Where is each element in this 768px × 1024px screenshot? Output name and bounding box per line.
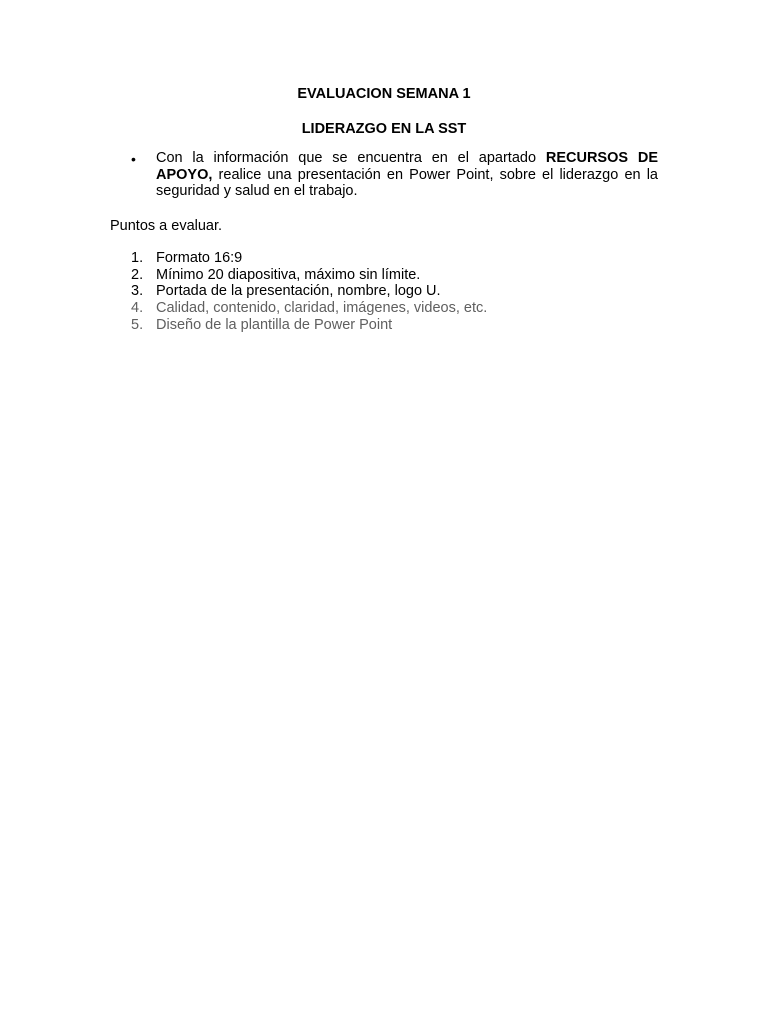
points-label: Puntos a evaluar.: [110, 218, 223, 234]
list-item-text: Formato 16:9: [156, 250, 243, 266]
list-item-text: Portada de la presentación, nombre, logo U.: [156, 283, 441, 300]
document-subtitle: LIDERAZGO EN LA SST: [301, 121, 467, 137]
list-item: [131, 267, 691, 284]
list-item: [131, 317, 691, 334]
document-title: EVALUACION SEMANA 1: [297, 86, 471, 102]
list-item-text: Mínimo 20 diapositiva, máximo sin límite.: [156, 266, 421, 283]
list-item-text: Calidad, contenido, claridad, imágenes, videos, etc.: [156, 300, 488, 317]
bullet-icon: •: [131, 151, 136, 167]
list-item-number: 3.: [131, 283, 144, 300]
instruction-text-after: realice una presentación en Power Point, sobre el liderazgo en la seguridad y salud en el trabajo.: [156, 166, 658, 199]
list-item-number: 5.: [131, 316, 144, 333]
instruction-text-bold: RECURSOS DE APOYO,: [156, 150, 658, 183]
list-item-text: Diseño de la plantilla de Power Point: [156, 316, 393, 333]
list-item-number: 2.: [131, 266, 144, 283]
instruction-text-before: Con la información que se encuentra en el apartado: [156, 150, 546, 166]
list-item-number: 1.: [131, 250, 144, 266]
list-item: [131, 300, 691, 317]
points-list: [131, 250, 691, 333]
list-item: [131, 283, 691, 300]
list-item-number: 4.: [131, 300, 144, 317]
list-item: [131, 250, 691, 267]
instruction-text: [156, 150, 658, 200]
